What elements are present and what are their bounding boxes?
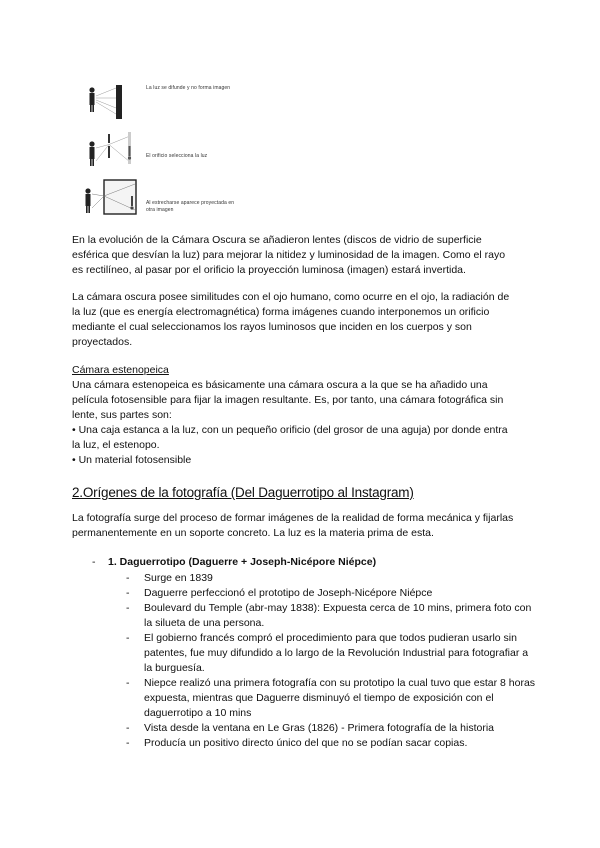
daguerrotipo-sublist (126, 571, 536, 751)
diagram-panel-box (85, 180, 136, 214)
sub-list-item: - El gobierno francés compró el procedimiento para que todos pudieran usarlo sin patentes, fue muy difundido a lo largo de la Revolución Industrial para fotografiar a la burguesía. (126, 632, 529, 674)
paragraph-eye-comparison: La cámara oscura posee similitudes con el ojo humano, como ocurre en el ojo, la radiación de la luz (que es energía electromagnética) forma imágenes cuando interponemos un orificio mediante el cual seleccionamos los rayos luminosos que inciden en los cuerpos y son proyectados. (72, 291, 510, 348)
subheading-stenopeic: Cámara estenopeica (72, 364, 169, 376)
section-heading-origins: 2.Orígenes de la fotografía (Del Daguerrotipo al Instagram) (72, 485, 414, 500)
diagram-panel-diffuse (89, 85, 122, 119)
list-dash: - (126, 737, 130, 749)
camera-obscura-figure (78, 76, 278, 226)
sub-list-item: - Producía un positivo directo único del que no se podían sacar copias. (126, 737, 468, 749)
bullet-photosensitive-material: • Un material fotosensible (72, 454, 192, 466)
sub-list-item: - Niepce realizó una primera fotografía con su prototipo la cual tuvo que estar 8 horas expuesta, mientras que Daguerre disminuyó el tiempo de exposición con el daguerrotipo a 10 mins (126, 677, 536, 719)
figure-caption: El orificio selecciona la luz (146, 153, 208, 159)
sub-list-item: - Surge en 1839 (126, 572, 213, 584)
paragraph-origins-intro: La fotografía surge del proceso de formar imágenes de la realidad de forma mecánica y fijarlas permanentemente en un soporte concreto. La luz es la materia prima de esta. (72, 512, 514, 539)
sub-list-item: - Boulevard du Temple (abr-may 1838): Expuesta cerca de 10 mins, primera foto con la silueta de una persona. (126, 602, 532, 629)
list-dash: - (126, 587, 130, 599)
list-dash: - (126, 572, 130, 584)
list-dash: - (126, 677, 130, 689)
figure-caption: Al estrecharse aparece proyectada en otra imagen (146, 200, 235, 213)
list-dash: - (126, 632, 130, 644)
list-dash: - (126, 722, 130, 734)
paragraph-evolution: En la evolución de la Cámara Oscura se añadieron lentes (discos de vidrio de superficie esférica que desvían la luz) para mejorar la nitidez y luminosidad de la imagen. Como el rayo es rectilíneo, al pasar por el orificio la proyección luminosa (imagen) estará invertida. (72, 234, 506, 276)
sub-list-item: - Daguerre perfeccionó el prototipo de Joseph-Nicépore Niépce (126, 587, 433, 599)
diagram-panel-pinhole (89, 132, 131, 166)
list-item-title: 1. Daguerrotipo (Daguerre + Joseph-Nicépore Niépce) (108, 556, 377, 568)
figure-caption: La luz se difunde y no forma imagen (146, 85, 231, 91)
paragraph-stenopeic: Una cámara estenopeica es básicamente una cámara oscura a la que se ha añadido una película fotosensible para fijar la imagen resultante. Es, por tanto, una cámara fotográfica sin lente, sus partes son: (72, 379, 504, 421)
bullet-light-tight-box: • Una caja estanca a la luz, con un pequeño orificio (del grosor de una aguja) por donde entra la luz, el estenopo. (72, 424, 508, 451)
sub-list-item: - Vista desde la ventana en Le Gras (1826) - Primera fotografía de la historia (126, 722, 495, 734)
list-dash: - (126, 602, 130, 614)
list-dash: - (92, 556, 96, 568)
